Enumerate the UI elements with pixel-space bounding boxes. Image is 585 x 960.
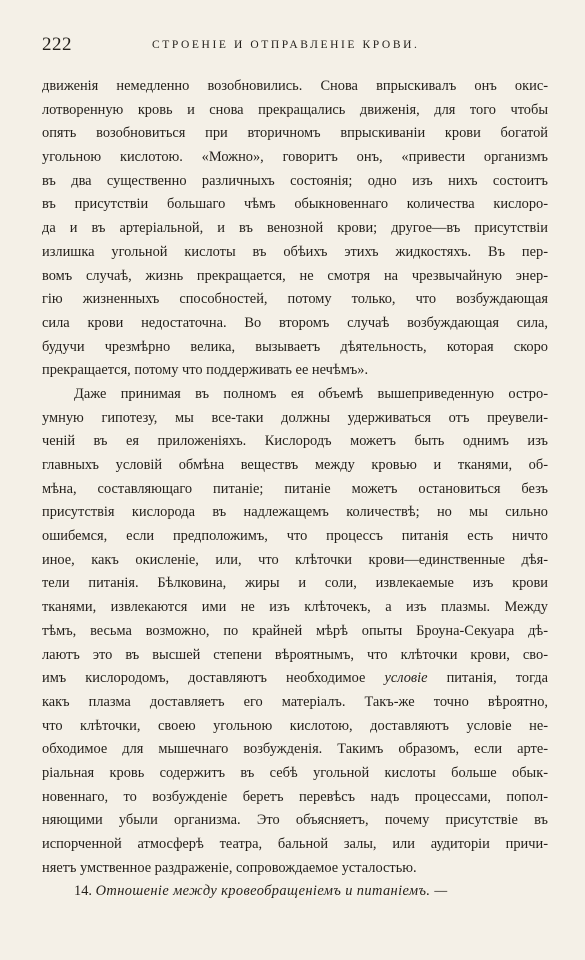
text-line-with-emphasis xyxy=(42,667,548,691)
text-line: иное, какъ окисленіе, или, что клѣточки крови—единственные дѣя- xyxy=(42,551,548,568)
text-line: лотворенную кровь и снова прекращались движенія, для того чтобы xyxy=(42,101,548,118)
text-run: питанія, тогда xyxy=(427,670,548,687)
text-line: ошибемся, если предположимъ, что процессъ питанія есть ничто xyxy=(42,528,548,545)
page-header xyxy=(42,34,545,58)
text-line: няетъ умственное раздраженіе, сопровождаемое усталостью. xyxy=(42,859,417,876)
emphasized-word: условіе xyxy=(384,670,428,687)
text-line: умную гипотезу, мы все-таки должны удерживаться отъ преувели- xyxy=(42,409,548,426)
text-line: тканями, извлекаются ими не изъ клѣточекъ, а изъ плазмы. Между xyxy=(42,599,548,616)
text-line: какъ плазма доставляетъ его матеріалъ. Такъ-же точно вѣроятно, xyxy=(42,693,548,710)
text-line: да и въ артеріальной, и въ венозной крови; другое—въ присутствіи xyxy=(42,220,548,237)
section-heading-line xyxy=(42,880,548,904)
paragraph xyxy=(42,383,548,880)
text-line: тѣмъ, весьма возможно, по крайней мѣрѣ опыты Броуна-Секуара дѣ- xyxy=(42,622,548,639)
text-line: тели питанія. Бѣлковина, жиры и соли, извлекаемые изъ крови xyxy=(42,575,548,592)
text-line: сила крови недостаточна. Во второмъ случаѣ возбуждающая сила, xyxy=(42,314,548,331)
text-line: присутствія кислорода въ надлежащемъ количествѣ; но мы сильно xyxy=(42,504,548,521)
section-heading: Отношеніе между кровеобращеніемъ и питаніемъ. — xyxy=(95,883,448,900)
text-line: въ присутствіи большаго чѣмъ обыкновеннаго количества кислоро- xyxy=(42,196,548,213)
text-line: прекращается, потому что поддерживать ее нечѣмъ». xyxy=(42,362,369,379)
text-line: въ два существенно различныхъ состоянія; одно изъ нихъ состоитъ xyxy=(42,172,548,189)
text-line: гію жизненныхъ способностей, потому только, что возбуждающая xyxy=(42,291,548,308)
text-line: вомъ случаѣ, жизнь прекращается, не смотря на чрезвычайную энер- xyxy=(42,267,548,284)
text-line: ченій въ ея приложеніяхъ. Кислородъ можетъ быть однимъ изъ xyxy=(42,433,548,450)
text-line: няющими убыли организма. Это объясняетъ, почему присутствіе въ xyxy=(42,812,548,829)
text-line: Даже принимая въ полномъ ея объемѣ вышеприведенную остро- xyxy=(74,385,548,402)
body-text xyxy=(42,75,548,904)
text-line: испорченной атмосферѣ театра, бальной залы, или аудиторіи причи- xyxy=(42,836,548,852)
text-line: обходимое для мышечнаго возбужденія. Такимъ образомъ, если арте- xyxy=(42,741,548,758)
section-number: 14. xyxy=(74,883,92,900)
text-line: мѣна, составляющаго питаніе; питаніе можетъ остановиться безъ xyxy=(42,480,548,497)
text-line: излишка угольной кислоты въ обѣихъ этихъ жидкостяхъ. Въ пер- xyxy=(42,243,548,260)
paragraph-continued xyxy=(42,75,548,383)
text-run: имъ кислородомъ, доставляютъ необходимое xyxy=(42,670,385,687)
page-number: 222 xyxy=(42,34,72,55)
running-title: СТРОЕНІЕ И ОТПРАВЛЕНІЕ КРОВИ. xyxy=(152,39,420,51)
text-line: угольною кислотою. «Можно», говоритъ онъ, «привести организмъ xyxy=(42,149,548,166)
text-line: опять возобновиться при вторичномъ впрыскиваніи крови богатой xyxy=(42,125,548,142)
text-line: движенія немедленно возобновились. Снова впрыскивалъ онъ окис- xyxy=(42,78,548,94)
text-line: что клѣточки, своею угольною кислотою, доставляютъ условіе не- xyxy=(42,717,548,734)
text-line: лаютъ это въ высшей степени вѣроятнымъ, что клѣточки крови, сво- xyxy=(42,646,548,663)
text-line: будучи чрезмѣрно велика, вызываетъ дѣятельность, которая скоро xyxy=(42,338,548,355)
text-line: главныхъ условій обмѣна веществъ между кровью и тканями, об- xyxy=(42,457,548,473)
text-line: новеннаго, то возбужденіе беретъ перевѣсъ надъ процессами, попол- xyxy=(42,788,548,805)
text-line: ріальная кровь содержитъ въ себѣ угольной кислоты больше обык- xyxy=(42,764,548,781)
